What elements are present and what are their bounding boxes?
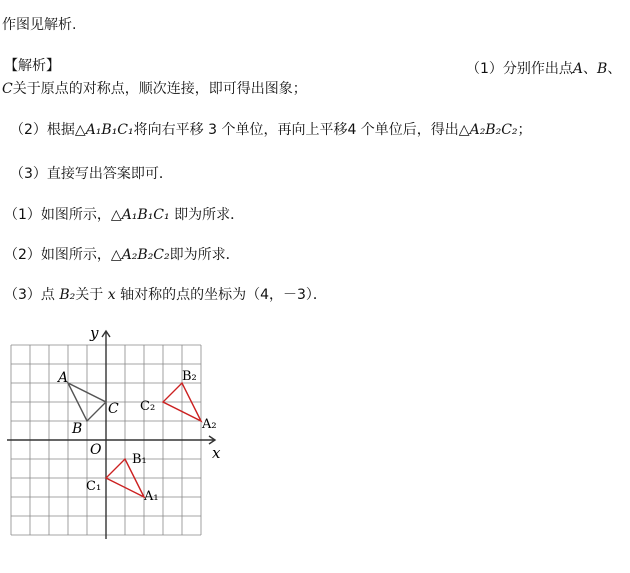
label-a2: A₂	[202, 417, 217, 432]
label-c1: C₁	[86, 479, 102, 494]
analysis-title: 【解析】	[4, 58, 60, 74]
label-a1: A₁	[144, 489, 159, 504]
answer3-text-b: 关于	[75, 287, 108, 303]
answer2-line	[4, 246, 240, 264]
answer2-text-a: （2）如图所示，△	[4, 247, 122, 263]
y-axis	[102, 331, 110, 539]
step2-triangle-2: A₂B₂C₂	[469, 122, 518, 138]
step2-triangle-1: A₁B₁C₁	[85, 122, 134, 138]
answer2-triangle: A₂B₂C₂	[121, 247, 170, 263]
answer3-point: B₂	[59, 287, 76, 303]
answer3-text-c: 轴对称的点的坐标为（4，－3）．	[115, 287, 327, 303]
step2-text-b: 将向右平移 3 个单位，再向上平移4 个单位后，得出△	[133, 122, 470, 138]
coordinate-figure	[0, 318, 240, 568]
answer3-axis: x	[107, 287, 116, 303]
label-a: A	[58, 370, 69, 386]
answer1-line	[4, 206, 244, 224]
y-axis-label: y	[90, 324, 99, 342]
step1-sep1: 、	[583, 61, 598, 77]
answer1-text-b: 即为所求．	[169, 207, 245, 223]
x-axis-label: x	[212, 444, 221, 462]
step1-text-b: 关于原点的对称点，顺次连接，即可得出图象；	[12, 81, 307, 97]
answer3-line	[4, 286, 327, 304]
answer1-text-a: （1）如图所示，△	[4, 207, 122, 223]
step1-text-a: （1）分别作出点	[466, 61, 573, 77]
label-b2: B₂	[182, 369, 197, 384]
answer2-text-b: 即为所求．	[169, 247, 240, 263]
axes	[7, 331, 215, 539]
step2-text-c: ；	[517, 122, 532, 138]
x-axis	[7, 436, 215, 444]
step1-sep2: 、	[607, 61, 622, 77]
step1-point-b: B	[597, 61, 608, 77]
step1-point-a: A	[572, 61, 584, 77]
label-c: C	[108, 401, 119, 417]
step2-text-a: （2）根据△	[10, 122, 86, 138]
answer3-text-a: （3）点	[4, 287, 60, 303]
step1-line1	[466, 60, 621, 78]
label-b1: B₁	[132, 452, 147, 467]
step3-line: （3）直接写出答案即可．	[10, 166, 173, 182]
step1-line2	[2, 80, 307, 98]
answer1-triangle: A₁B₁C₁	[121, 207, 170, 223]
header-text: 作图见解析.	[2, 17, 77, 33]
label-b: B	[72, 421, 83, 437]
origin-label: O	[90, 442, 102, 458]
step1-point-c: C	[2, 81, 13, 97]
step2-line	[10, 121, 532, 139]
label-c2: C₂	[140, 399, 156, 414]
